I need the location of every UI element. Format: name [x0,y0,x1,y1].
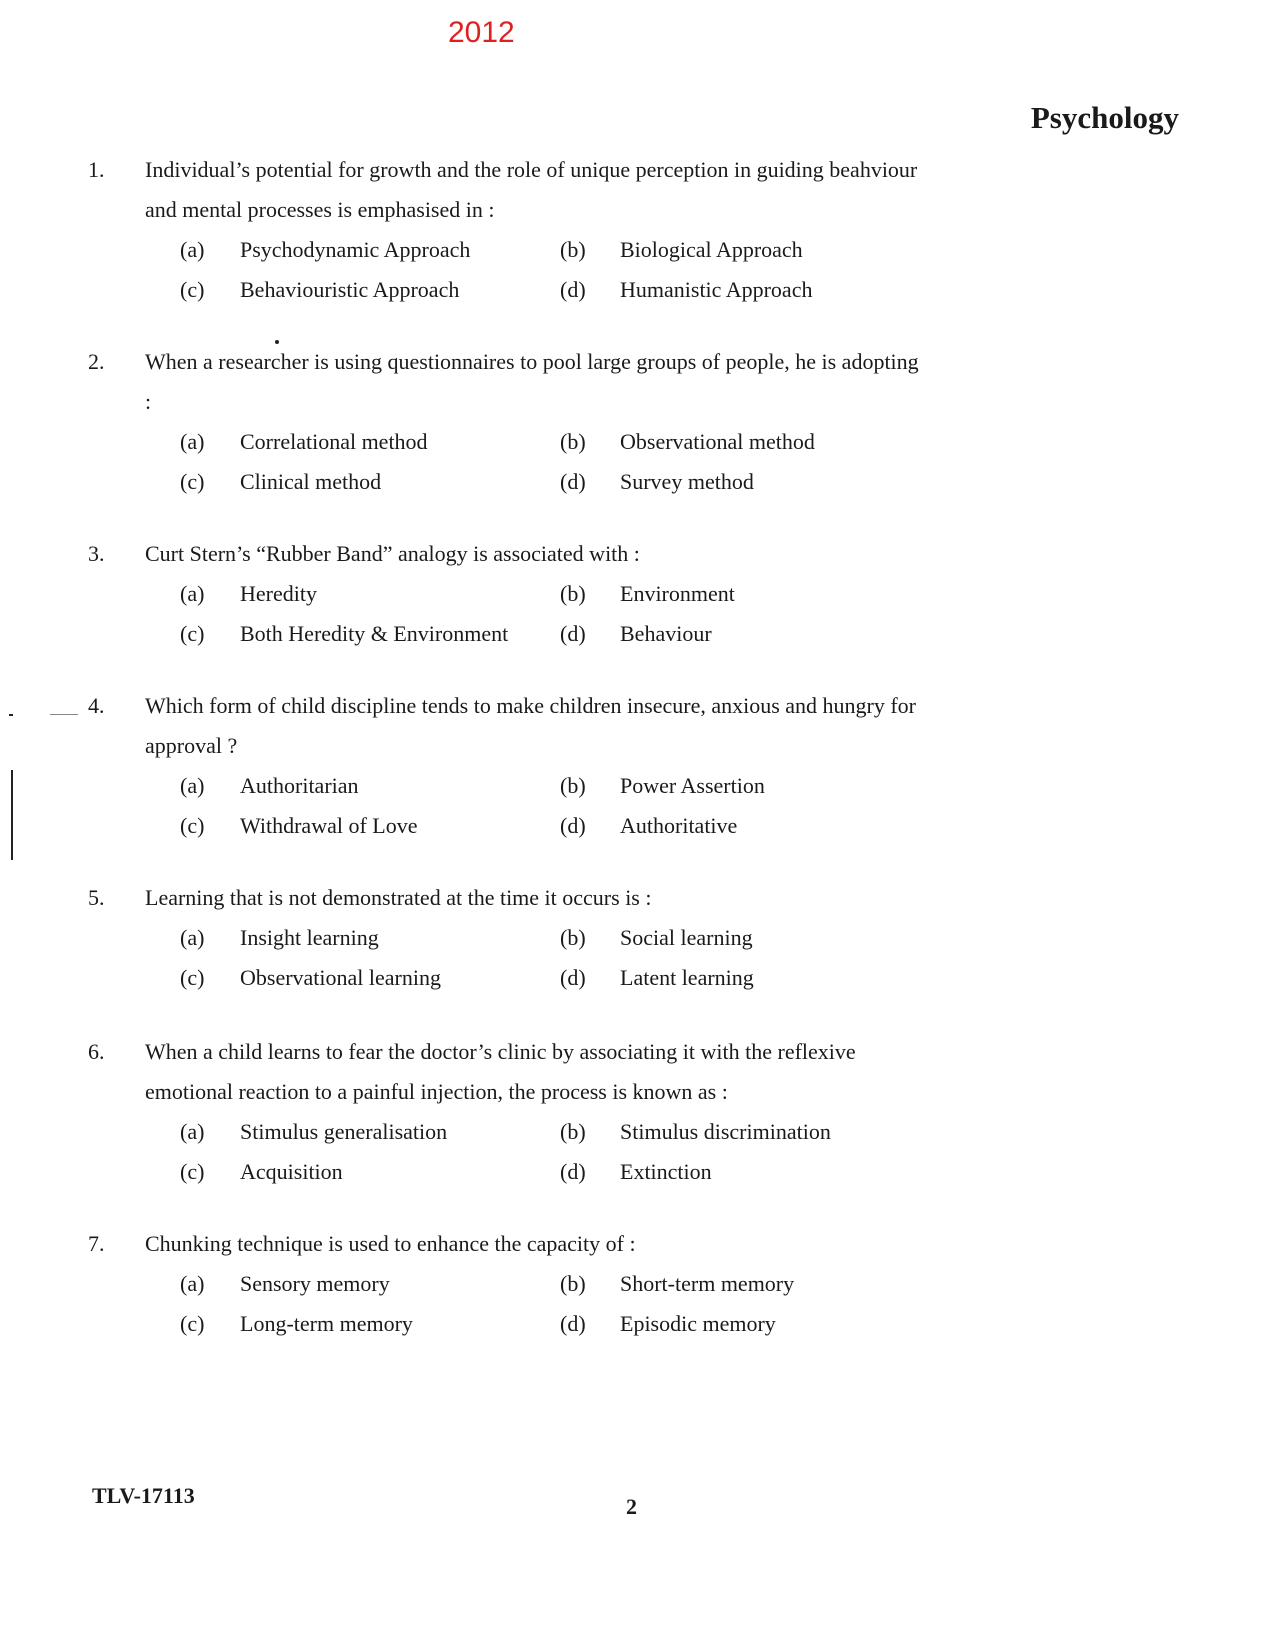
option-a [180,422,560,462]
option-d [560,462,940,502]
option-c [180,1152,560,1192]
option-d [560,958,940,998]
subject-title: Psychology [1030,100,1179,135]
option-b [560,918,940,958]
year-label: 2012 [448,16,515,49]
option-key: (a) [180,1271,205,1296]
option-text: Sensory memory [240,1271,390,1296]
option-key: (c) [180,621,205,646]
scan-speck [275,340,279,344]
option-key: (b) [560,1119,586,1144]
option-b [560,1264,940,1304]
question-4 [88,686,928,846]
option-key: (b) [560,1271,586,1296]
option-c [180,1304,560,1344]
option-key: (c) [180,1311,205,1336]
option-key: (c) [180,965,205,990]
option-key: (a) [180,581,205,606]
option-d [560,1152,940,1192]
option-key: (d) [560,813,586,838]
option-text: Short-term memory [620,1271,795,1296]
question-text: Which form of child discipline tends to make children insecure, anxious and hungry for approval ? [145,693,917,758]
question-text: Chunking technique is used to enhance the capacity of : [145,1231,636,1256]
option-a [180,1264,560,1304]
option-text: Authoritarian [240,773,359,798]
option-d [560,1304,940,1344]
page-number: 2 [626,1494,637,1519]
option-text: Power Assertion [620,773,765,798]
option-key: (b) [560,581,586,606]
option-text: Heredity [240,581,317,606]
option-text: Acquisition [240,1159,343,1184]
option-key: (a) [180,237,205,262]
option-text: Behaviouristic Approach [240,277,460,302]
option-b [560,422,940,462]
option-key: (b) [560,429,586,454]
option-key: (c) [180,277,205,302]
option-c [180,270,560,310]
option-key: (a) [180,429,205,454]
question-6 [88,1032,928,1192]
option-a [180,766,560,806]
option-key: (d) [560,1311,586,1336]
option-text: Social learning [620,925,753,950]
option-text: Extinction [620,1159,712,1184]
scan-dash [50,714,78,715]
question-number: 5. [88,885,105,910]
option-b [560,1112,940,1152]
option-text: Psychodynamic Approach [240,237,471,262]
option-c [180,806,560,846]
option-text: Withdrawal of Love [240,813,418,838]
option-c [180,462,560,502]
question-text: When a researcher is using questionnaires to pool large groups of people, he is adopting : [145,349,919,414]
option-key: (d) [560,965,586,990]
option-b [560,766,940,806]
option-d [560,614,940,654]
option-key: (a) [180,925,205,950]
option-a [180,918,560,958]
paper-code: TLV-17113 [92,1483,195,1508]
option-key: (c) [180,1159,205,1184]
option-text: Correlational method [240,429,428,454]
question-number: 4. [88,693,105,718]
option-key: (b) [560,773,586,798]
option-a [180,574,560,614]
question-1 [88,150,928,310]
option-text: Stimulus discrimination [620,1119,831,1144]
option-key: (d) [560,469,586,494]
option-a [180,1112,560,1152]
option-text: Latent learning [620,965,754,990]
option-text: Clinical method [240,469,382,494]
option-key: (d) [560,277,586,302]
question-text: Individual’s potential for growth and the role of unique perception in guiding beahviour and mental processes is emphasised in : [145,157,918,222]
option-key: (b) [560,237,586,262]
option-d [560,270,940,310]
question-number: 7. [88,1231,105,1256]
option-key: (a) [180,1119,205,1144]
option-text: Authoritative [620,813,738,838]
question-5 [88,878,928,998]
option-text: Both Heredity & Environment [240,621,509,646]
option-key: (d) [560,621,586,646]
option-text: Observational learning [240,965,441,990]
option-text: Insight learning [240,925,379,950]
option-b [560,574,940,614]
question-text: When a child learns to fear the doctor’s clinic by associating it with the reflexive emotional reaction to a painful injection, the process is known as : [145,1039,856,1104]
question-number: 2. [88,349,105,374]
option-text: Humanistic Approach [620,277,813,302]
option-text: Long-term memory [240,1311,413,1336]
option-text: Survey method [620,469,754,494]
question-7 [88,1224,928,1344]
option-text: Observational method [620,429,815,454]
option-key: (d) [560,1159,586,1184]
option-text: Behaviour [620,621,712,646]
option-text: Environment [620,581,735,606]
option-key: (c) [180,813,205,838]
option-key: (b) [560,925,586,950]
option-d [560,806,940,846]
option-key: (a) [180,773,205,798]
question-2 [88,342,928,502]
option-c [180,614,560,654]
scan-margin-line [11,770,13,860]
scan-dash [9,714,13,716]
question-number: 1. [88,157,105,182]
question-number: 3. [88,541,105,566]
question-text: Curt Stern’s “Rubber Band” analogy is associated with : [145,541,640,566]
option-b [560,230,940,270]
option-text: Stimulus generalisation [240,1119,448,1144]
option-a [180,230,560,270]
option-c [180,958,560,998]
question-text: Learning that is not demonstrated at the time it occurs is : [145,885,652,910]
option-text: Biological Approach [620,237,803,262]
option-text: Episodic memory [620,1311,776,1336]
question-3 [88,534,928,654]
question-number: 6. [88,1039,105,1064]
option-key: (c) [180,469,205,494]
